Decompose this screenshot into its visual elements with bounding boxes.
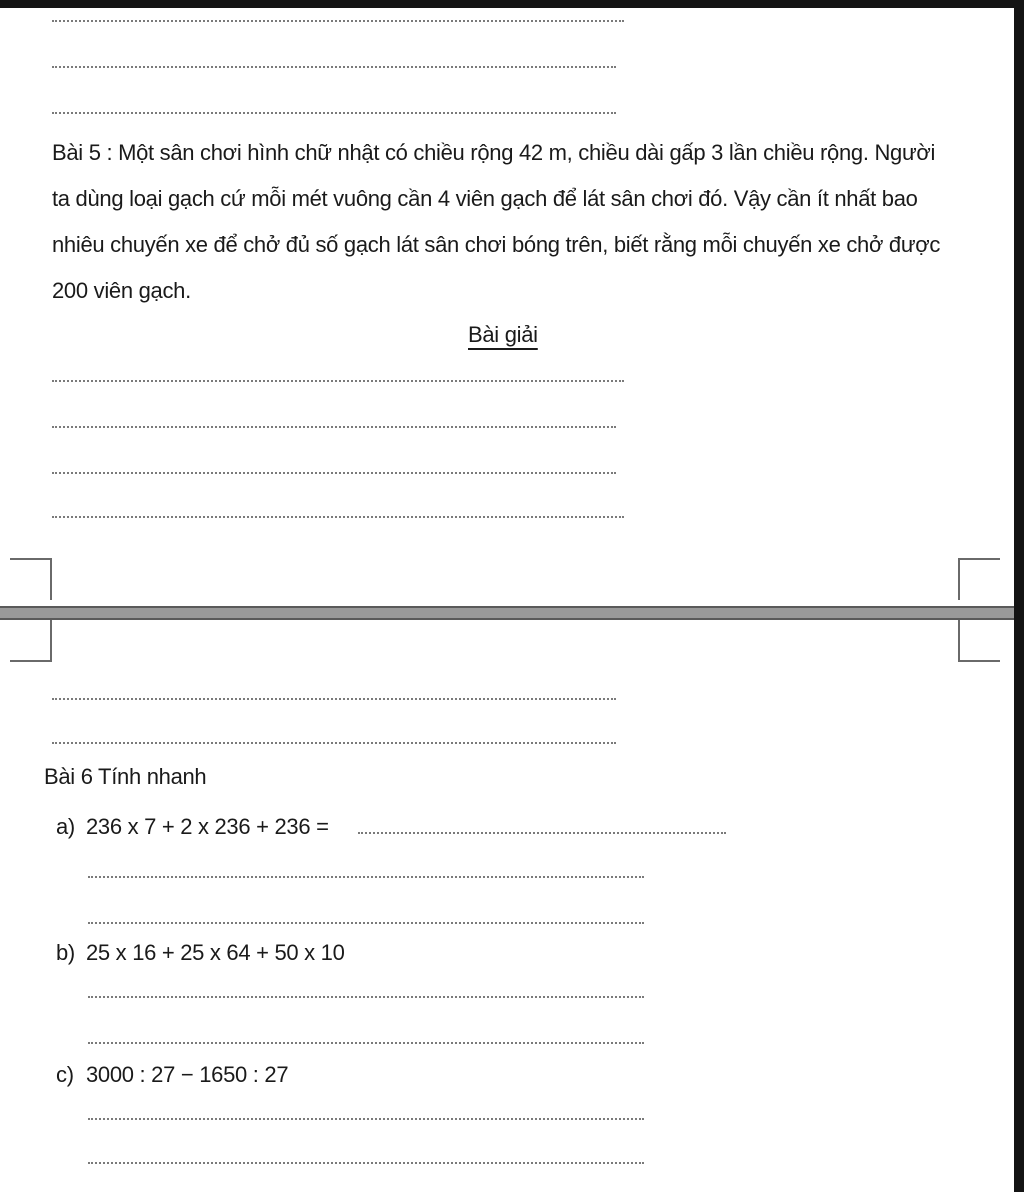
answer-line xyxy=(52,516,624,518)
item-expression: 236 x 7 + 2 x 236 + 236 = xyxy=(86,814,329,839)
page-1 xyxy=(0,8,1014,606)
answer-line xyxy=(52,426,616,428)
item-label: a) xyxy=(56,814,75,839)
answer-line xyxy=(88,1118,644,1120)
bai6-item-b xyxy=(56,940,345,966)
answer-line xyxy=(88,922,644,924)
crop-mark xyxy=(958,620,1000,662)
crop-mark xyxy=(10,558,52,600)
item-expression: 25 x 16 + 25 x 64 + 50 x 10 xyxy=(86,940,345,965)
answer-line xyxy=(88,996,644,998)
solution-heading: Bài giải xyxy=(468,322,538,347)
answer-line xyxy=(52,742,616,744)
page-2 xyxy=(0,620,1014,1192)
crop-mark xyxy=(10,620,52,662)
item-expression: 3000 : 27 − 1650 : 27 xyxy=(86,1062,289,1087)
bai6-item-c xyxy=(56,1062,288,1088)
answer-line xyxy=(52,472,616,474)
bai6-title: Bài 6 Tính nhanh xyxy=(44,764,207,789)
answer-line xyxy=(88,1162,644,1164)
answer-line xyxy=(358,832,726,834)
answer-line xyxy=(88,876,644,878)
item-label: b) xyxy=(56,940,75,965)
answer-line xyxy=(52,698,616,700)
page-separator xyxy=(0,606,1014,620)
answer-line xyxy=(88,1042,644,1044)
crop-mark xyxy=(958,558,1000,600)
answer-line xyxy=(52,380,624,382)
bai6-item-a xyxy=(56,814,329,840)
answer-line xyxy=(52,20,624,22)
answer-line xyxy=(52,112,616,114)
bai5-problem-text: Bài 5 : Một sân chơi hình chữ nhật có chiều rộng 42 m, chiều dài gấp 3 lần chiều rộng. Người ta dùng loại gạch cứ mỗi mét vuông cần 4 viên gạch để lát sân chơi đó. Vậy cần ít nhất bao nhiêu chuyến xe để chở đủ số gạch lát sân chơi bóng trên, biết rằng mỗi chuyến xe chở được 200 viên gạch. xyxy=(52,140,941,303)
answer-line xyxy=(52,66,616,68)
item-label: c) xyxy=(56,1062,74,1087)
